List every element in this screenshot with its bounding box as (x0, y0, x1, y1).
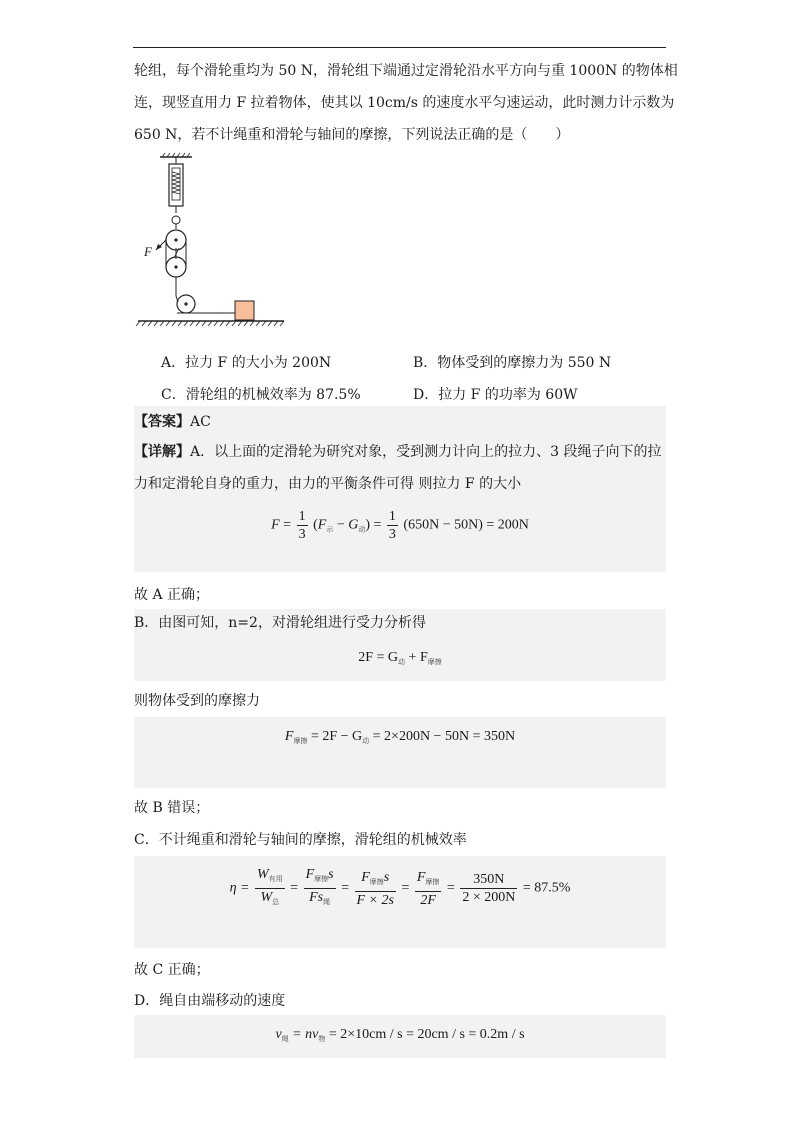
equation-c (134, 729, 666, 746)
eq4-f2-num-sub: 摩擦 (314, 875, 329, 883)
eq4-f1-den-sub: 总 (272, 898, 280, 906)
eq3-rest-b: = 2×200N − 50N = 350N (369, 729, 516, 744)
detail-a-line-2: 力和定滑轮自身的重力，由力的平衡条件可得 则拉力 F 的大小 (134, 476, 522, 492)
eq4-frac-4 (415, 869, 442, 909)
answer-value: AC (190, 414, 211, 430)
eq4-f4-den: 2F (420, 892, 436, 908)
eq4-frac-3 (355, 869, 396, 909)
eq1-frac1-den: 3 (298, 527, 306, 542)
eq1-frac2-den: 3 (388, 527, 396, 542)
eq4-f2-den: Fs (309, 890, 324, 905)
eq4-f3-num-sub: 摩擦 (369, 877, 384, 886)
equation-e (134, 1027, 666, 1044)
eq1-F-sub: 示 (326, 525, 334, 534)
eq4-f3-num: F (361, 869, 370, 885)
eq1-frac2-num: 1 (388, 509, 396, 524)
eq4-f1-den: W (260, 890, 273, 905)
eq3-F: F (284, 729, 294, 744)
question-line-1: 轮组，每个滑轮重均为 50 N，滑轮组下端通过定滑轮沿水平方向与重 1000N 的物体相 (134, 63, 678, 79)
eq1-lhs: F (271, 517, 280, 533)
equation-a: F = $\frac{1}{3}$ $(F_示 - G_动)$ = $\frac{1}{3}$ (650N − 50N) = 200N (271, 509, 529, 542)
eq1-F: F (317, 517, 327, 533)
detail-a-line-1 (134, 442, 668, 462)
force-label: F (144, 244, 152, 259)
eq1-frac1-num: 1 (298, 509, 306, 524)
eq5-sub-b: 物 (318, 1035, 326, 1043)
eq1-fraction-2 (387, 508, 398, 543)
pulley-diagram (134, 150, 294, 332)
eq5-v: v (275, 1027, 282, 1042)
eq5-sub-a: 绳 (281, 1035, 289, 1043)
eq4-f5-den: 2 × 200N (462, 890, 516, 905)
eq1-G: G (348, 517, 359, 533)
eq1-equals: = (283, 517, 292, 533)
detail-b-conclusion: 故 B 错误； (134, 800, 210, 816)
question-line-3: 650 N，若不计绳重和滑轮与轴间的摩擦，下列说法正确的是（ ） (134, 127, 570, 143)
eq4-f2-den-sub: 绳 (323, 898, 331, 906)
eq4-f5-num: 350N (460, 871, 517, 889)
eq5-rest: = 2×10cm / s = 20cm / s = 0.2m / s (325, 1027, 525, 1042)
answer-line (134, 412, 668, 432)
eq2-part-a: 2F = G (358, 650, 399, 665)
eq3-sub: 摩擦 (293, 737, 308, 745)
eq4-f4-num: F (416, 869, 426, 885)
eq5-mid: = nv (288, 1027, 319, 1042)
detail-tag: 【详解】 (134, 444, 190, 460)
question-line-2: 连，现竖直用力 F 拉着物体，使其以 10cm/s 的速度水平匀速运动，此时测力计示数为 (134, 95, 675, 111)
answer-tag: 【答案】 (134, 414, 190, 430)
equation-b (134, 650, 666, 667)
eq4-frac-2 (304, 866, 336, 911)
eq4-f4-num-sub: 摩擦 (425, 877, 440, 886)
option-c: C．滑轮组的机械效率为 87.5% (161, 387, 361, 403)
option-d: D．拉力 F 的功率为 60W (413, 387, 578, 403)
eq4-f2-num-tail: s (328, 867, 334, 882)
eq4-eta: η = (229, 880, 250, 896)
eq3-rest-a: = 2F − G (307, 729, 363, 744)
eq1-G-sub: 动 (358, 525, 366, 534)
eq4-f1-num-sub: 有用 (268, 875, 283, 883)
eq4-frac-1 (255, 866, 285, 911)
eq2-sub-a: 动 (398, 658, 406, 666)
detail-d-line: D．绳自由端移动的速度 (134, 993, 286, 1009)
eq4-frac-5 (460, 871, 517, 906)
detail-c-conclusion: 故 C 正确； (134, 962, 210, 978)
detail-a-text: A．以上面的定滑轮为研究对象，受到测力计向上的拉力、3 段绳子向下的拉 (190, 444, 662, 460)
detail-b-line: B．由图可知，n=2，对滑轮组进行受力分析得 (134, 615, 426, 631)
eq2-sub-b: 摩擦 (427, 658, 442, 666)
detail-b-eq-block (134, 717, 666, 788)
equation-d: η = $\frac{W_{有用}}{W_总}$ = $\frac{F_{摩擦}s}{Fs_绳}$ = $\frac{F_{摩擦}s}{F \times 2s}$ = $\frac{F_{摩擦}}{2F}$ = $\frac{350N}{2 \times 200N}$ = 87.5% (134, 866, 666, 911)
detail-a-conclusion: 故 A 正确； (134, 587, 210, 603)
eq2-plus: + F (405, 650, 428, 665)
detail-c-line: C．不计绳重和滑轮与轴间的摩擦，滑轮组的机械效率 (134, 832, 467, 848)
detail-b-line-2: 则物体受到的摩擦力 (134, 693, 260, 709)
option-a: A．拉力 F 的大小为 200N (161, 355, 332, 371)
eq4-f2-num: F (305, 867, 315, 882)
eq4-f3-num-tail: s (383, 869, 390, 885)
eq1-rhs: (650N − 50N) = 200N (403, 517, 529, 533)
eq4-f1-num: W (257, 867, 269, 882)
eq1-fraction-1 (297, 508, 308, 543)
header-rule (133, 47, 666, 48)
eq3-sub2: 动 (362, 737, 370, 745)
eq4-result: = 87.5% (522, 880, 571, 896)
option-b: B．物体受到的摩擦力为 550 N (413, 355, 612, 371)
eq1-minus: − (336, 517, 345, 533)
eq4-f3-den: F × 2s (356, 892, 394, 908)
